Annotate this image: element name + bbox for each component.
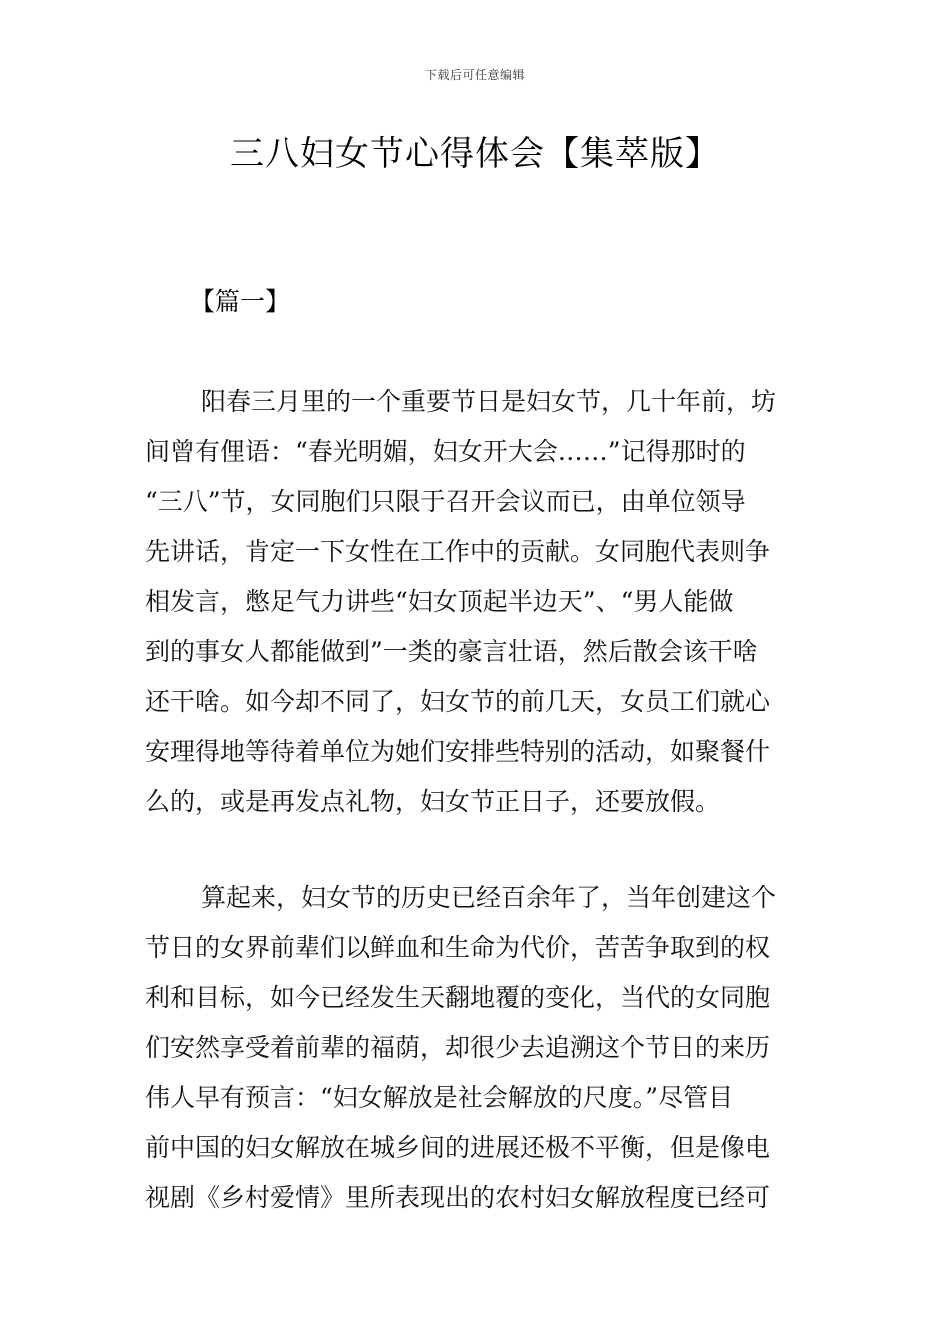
paragraph-line: 前中国的妇女解放在城乡间的进展还极不平衡，但是像电	[145, 1133, 771, 1162]
section-label: 【篇一】	[190, 287, 291, 316]
paragraph-line: 到的事女人都能做到”一类的豪言壮语，然后散会该干啥	[145, 637, 758, 666]
paragraph-2	[145, 873, 809, 1223]
paragraph-line: 伟人早有预言：“妇女解放是社会解放的尺度。”尽管目	[145, 1083, 734, 1112]
paragraph-1	[145, 377, 809, 827]
paragraph-line: 先讲话，肯定一下女性在工作中的贡献。女同胞代表则争	[145, 537, 771, 566]
header-note: 下载后可任意编辑	[424, 68, 525, 82]
paragraph-line: 阳春三月里的一个重要节日是妇女节，几十年前，坊	[201, 387, 777, 416]
paragraph-line: 算起来，妇女节的历史已经百余年了，当年创建这个	[201, 883, 777, 912]
paragraph-line: 们安然享受着前辈的福荫，却很少去追溯这个节日的来历	[145, 1033, 771, 1062]
paragraph-line: 么的，或是再发点礼物，妇女节正日子，还要放假。	[145, 787, 721, 816]
paragraph-line: “三八”节，女同胞们只限于召开会议而已，由单位领导	[145, 487, 746, 516]
paragraph-line: 相发言，憋足气力讲些“妇女顶起半边天”、“男人能做	[145, 587, 734, 616]
paragraph-line: 安理得地等待着单位为她们安排些特别的活动，如聚餐什	[145, 737, 771, 766]
paragraph-line: 节日的女界前辈们以鲜血和生命为代价，苦苦争取到的权	[145, 933, 771, 962]
paragraph-line: 间曾有俚语：“春光明媚，妇女开大会……”记得那时的	[145, 437, 746, 466]
paragraph-line: 视剧《乡村爱情》里所表现出的农村妇女解放程度已经可	[145, 1183, 771, 1212]
document-title: 三八妇女节心得体会【集萃版】	[230, 134, 720, 174]
paragraph-line: 还干啥。如今却不同了，妇女节的前几天，女员工们就心	[145, 687, 771, 716]
paragraph-line: 利和目标，如今已经发生天翻地覆的变化，当代的女同胞	[145, 983, 771, 1012]
